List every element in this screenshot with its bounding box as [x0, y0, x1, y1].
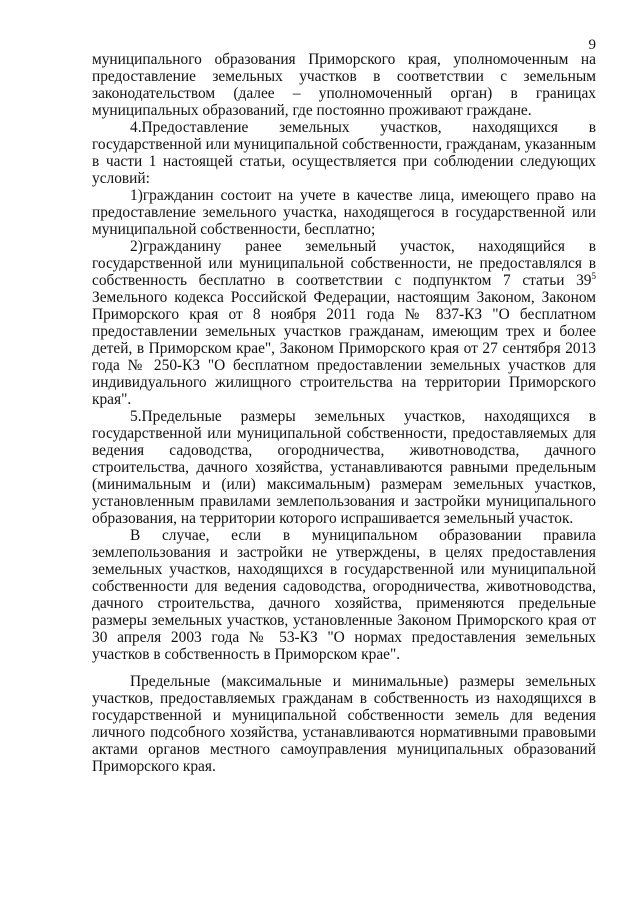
condition-2-text-before: 2)гражданину ранее земельный участок, находящийся в государственной или муниципальной собственности, не предоставлялся в собственность бесплатно в соответствии с подпунктом 7 статьи 39 — [92, 238, 596, 289]
paragraph-item-4: 4.Предоставление земельных участков, находящихся в государственной или муниципальной собственности, гражданам, указанным в части 1 настоящей статьи, осуществляется при соблюдении следующих условий: — [92, 119, 596, 187]
condition-2-text-after: Земельного кодекса Российской Федерации, настоящим Законом, Законом Приморского края от 8 ноября 2011 года № 837-КЗ "О бесплатном предоставлении земельных участков гражданам, имеющим трех и более детей, в Приморском крае", Законом Приморского края от 27 сентября 2013 года № 250-КЗ "О бесплатном предоставлении земельных участков для индивидуального жилищного строительства на территории Приморского края". — [92, 289, 596, 408]
document-body — [92, 51, 596, 775]
paragraph-item-5-limits: Предельные (максимальные и минимальные) размеры земельных участков, предоставляемых гражданам в собственность из находящихся в государственной и муниципальной собственности земель для ведения личного подсобного хозяйства, устанавливаются нормативными правовыми актами органов местного самоуправления муниципальных образований Приморского края. — [92, 673, 596, 775]
paragraph-condition-1: 1)гражданин состоит на учете в качестве лица, имеющего право на предоставление земельного участка, находящегося в государственной или муниципальной собственности, бесплатно; — [92, 187, 596, 238]
page-number: 9 — [588, 37, 596, 53]
article-superscript: 5 — [591, 270, 596, 281]
paragraph-item-5: 5.Предельные размеры земельных участков, находящихся в государственной или муниципальной собственности, предоставляемых для ведения садоводства, огородничества, животноводства, дачного строительства, дачного хозяйства, устанавливаются равными предельным (минимальным и (или) максимальным) размерам земельных участков, установленным правилами землепользования и застройки муниципального образования, на территории которого испрашивается земельный участок. — [92, 408, 596, 527]
paragraph-condition-2 — [92, 238, 596, 408]
paragraph-item-5-case: В случае, если в муниципальном образовании правила землепользования и застройки не утверждены, в целях предоставления земельных участков, находящихся в государственной или муниципальной собственности для ведения садоводства, огородничества, животноводства, дачного строительства, дачного хозяйства, применяются предельные размеры земельных участков, установленные Законом Приморского края от 30 апреля 2003 года № 53-КЗ "О нормах предоставления земельных участков в собственность в Приморском крае". — [92, 527, 596, 663]
paragraph-continuation: муниципального образования Приморского края, уполномоченным на предоставление земельных участков в соответствии с земельным законодательством (далее – уполномоченный орган) в границах муниципальных образований, где постоянно проживают граждане. — [92, 51, 596, 119]
